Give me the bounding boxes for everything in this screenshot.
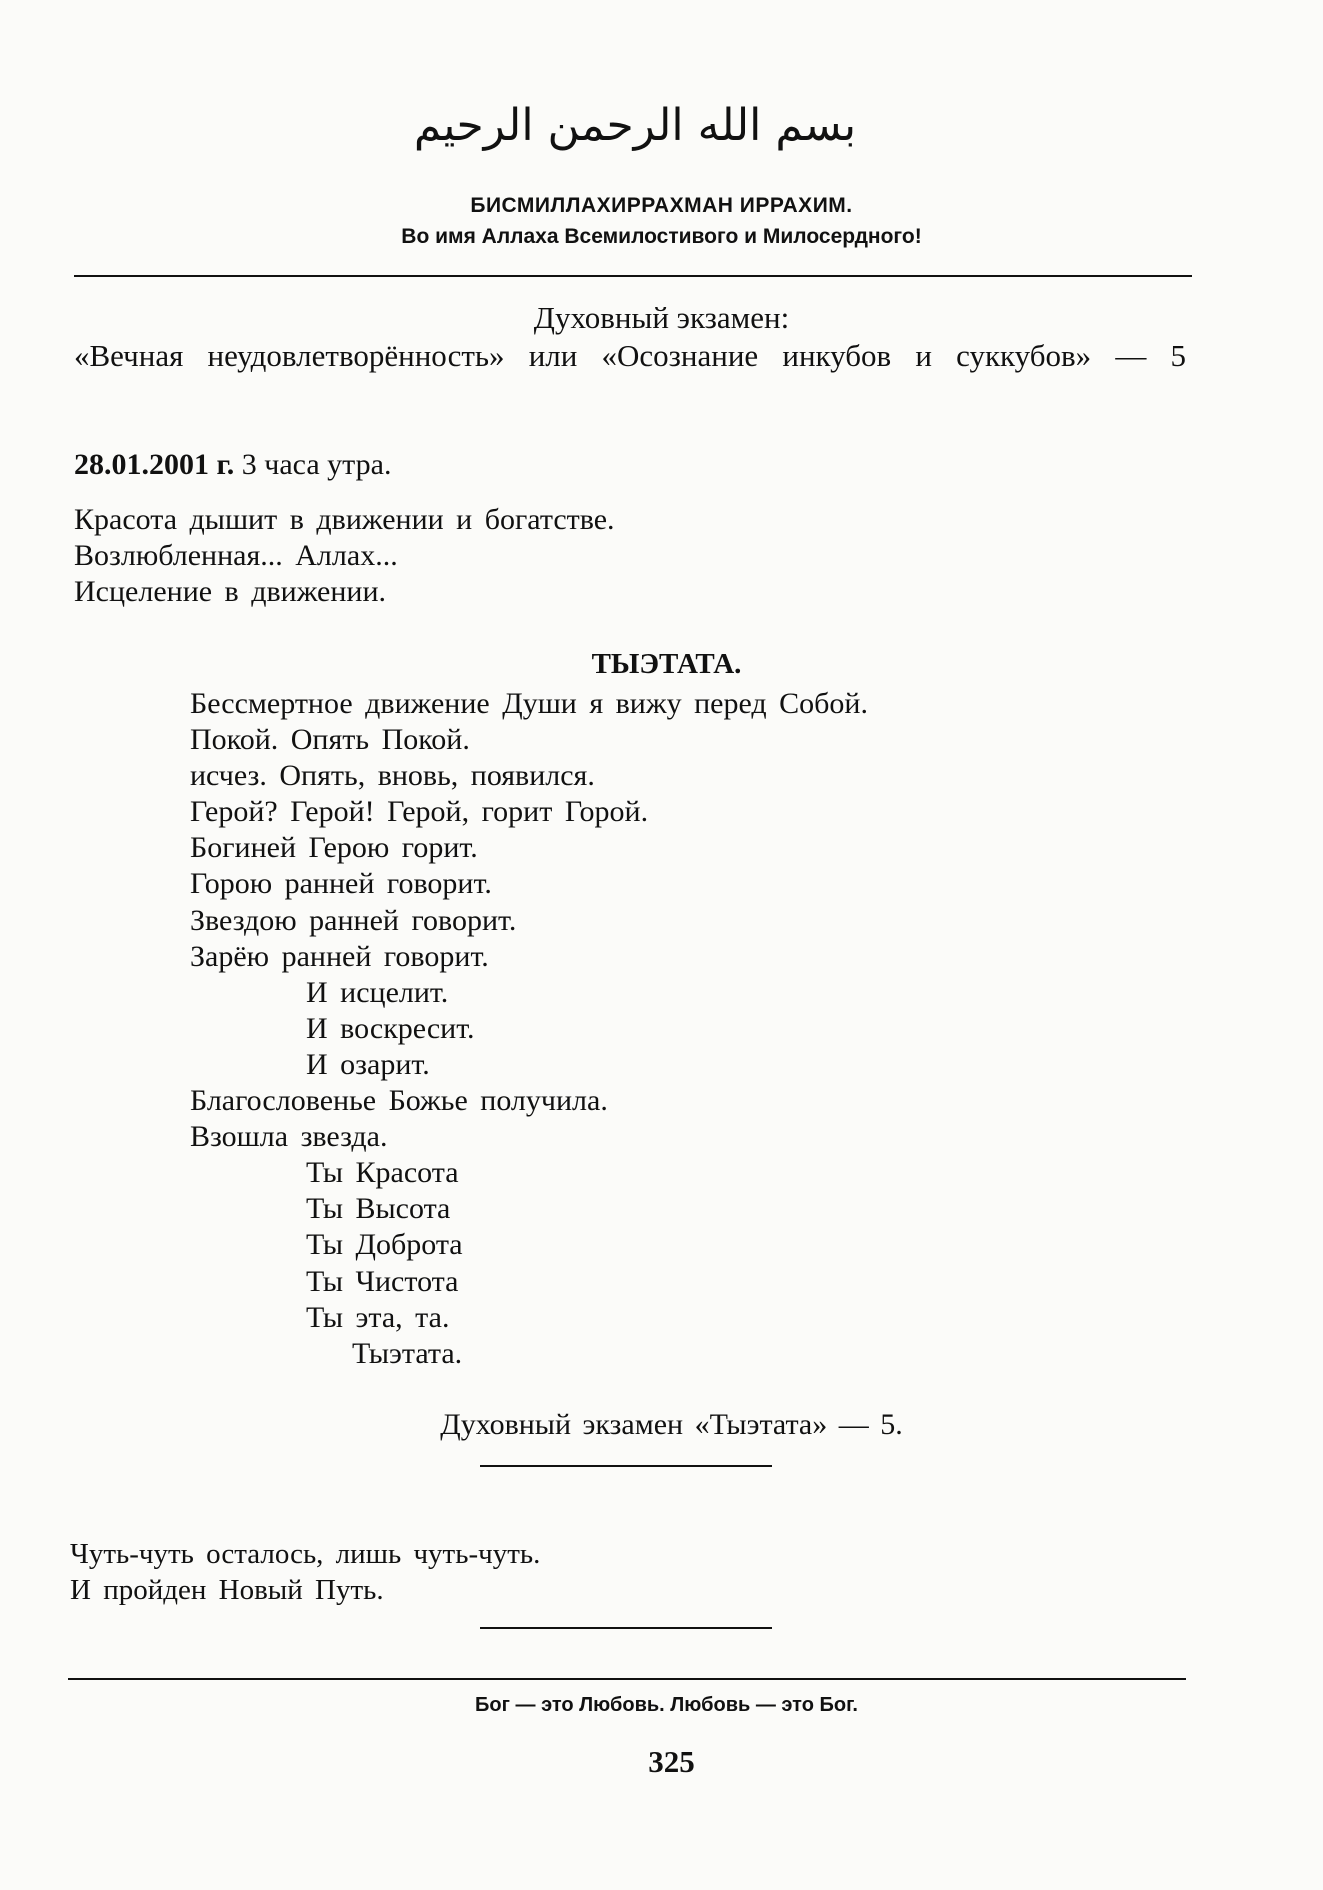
outro-line: Чуть-чуть осталось, лишь чуть-чуть.	[70, 1538, 541, 1570]
section-divider	[480, 1465, 772, 1467]
basmala-calligraphy	[413, 78, 857, 178]
poem-line: И исцелит.	[306, 975, 449, 1009]
footer-motto: Бог — это Любовь. Любовь — это Бог.	[475, 1694, 858, 1716]
intro-line: Возлюбленная... Аллах...	[74, 539, 398, 572]
poem-line: Звездою ранней говорит.	[190, 903, 517, 937]
section-divider	[480, 1627, 772, 1629]
poem-line: Покой. Опять Покой.	[190, 723, 470, 757]
entry-time: 3 часа утра.	[241, 448, 392, 481]
poem-line: Ты Чистота	[306, 1264, 459, 1298]
intro-block	[74, 502, 615, 610]
poem-line: Герой? Герой! Герой, горит Горой.	[190, 795, 649, 829]
poem-line: И озарит.	[306, 1047, 430, 1081]
outro-line: И пройден Новый Путь.	[70, 1574, 384, 1606]
intro-line: Исцеление в движении.	[74, 575, 387, 608]
header-subtitle: Во имя Аллаха Всемилостивого и Милосердного!	[401, 225, 922, 248]
poem-line: Тыэтата.	[352, 1336, 463, 1370]
entry-date: 28.01.2001 г.	[74, 448, 235, 481]
poem-line: Зарёю ранней говорит.	[190, 939, 489, 973]
poem-body	[190, 686, 868, 1372]
top-divider	[74, 275, 1192, 277]
poem-line: Благословенье Божье получила.	[190, 1084, 608, 1118]
basmala-text: بسم الله الرحمن الرحيم	[413, 100, 857, 151]
poem-line: Ты Доброта	[306, 1228, 463, 1262]
poem-line: Богиней Герою горит.	[190, 831, 478, 865]
header-title: БИСМИЛЛАХИРРАХМАН ИРРАХИМ.	[470, 194, 853, 217]
poem-line: Ты Высота	[306, 1192, 451, 1226]
exam-subject: «Вечная неудовлетворённость» или «Осознание инкубов и суккубов» — 5	[74, 338, 1186, 373]
poem-exam-result: Духовный экзамен «Тыэтата» — 5.	[440, 1408, 903, 1441]
poem-title: ТЫЭТАТА.	[591, 648, 742, 680]
intro-line: Красота дышит в движении и богатстве.	[74, 503, 615, 536]
poem-line: И воскресит.	[306, 1011, 475, 1045]
poem-line: Ты эта, та.	[306, 1300, 450, 1334]
poem-line: Ты Красота	[306, 1156, 459, 1190]
bottom-divider	[68, 1678, 1186, 1680]
outro-block	[70, 1536, 540, 1608]
entry-date-line	[74, 448, 391, 482]
poem-line: Взошла звезда.	[190, 1120, 388, 1154]
page-number: 325	[648, 1744, 695, 1779]
poem-line: Горою ранней говорит.	[190, 867, 492, 901]
exam-heading: Духовный экзамен:	[533, 300, 790, 335]
poem-line: Бессмертное движение Души я вижу перед Собой.	[190, 687, 868, 720]
poem-line: исчез. Опять, вновь, появился.	[190, 759, 595, 793]
